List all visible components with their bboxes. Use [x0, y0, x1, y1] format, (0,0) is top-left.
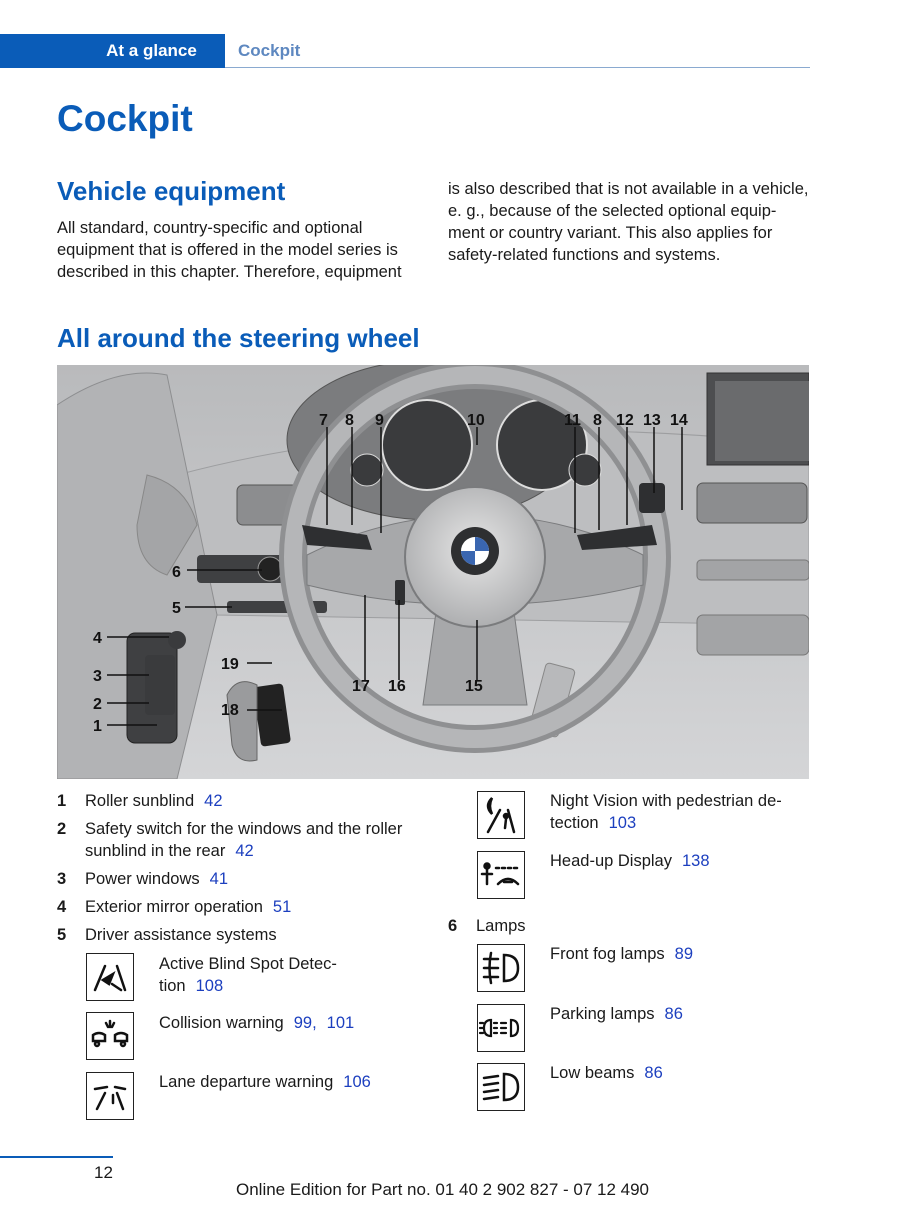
lamp-item-parking: Parking lamps 86 [550, 1005, 683, 1023]
callout-5: 5 [172, 600, 181, 617]
callout-8b: 8 [593, 412, 602, 429]
page-link[interactable]: 42 [235, 842, 254, 860]
page-link[interactable]: 89 [674, 945, 693, 963]
steering-wheel-heading: All around the steering wheel [57, 323, 420, 353]
page-link[interactable]: 101 [326, 1014, 355, 1032]
callout-3: 3 [93, 668, 102, 685]
da-item-blind-spot: Active Blind Spot Detec- tion 108 [159, 955, 337, 995]
blind-spot-icon [86, 953, 134, 1001]
right-item-night-vision: Night Vision with pedestrian de- tection 103 [550, 792, 782, 832]
callout-2: 2 [93, 696, 102, 713]
page-link[interactable]: 108 [195, 977, 224, 995]
vehicle-equipment-text-col2: is also described that is not available in a vehicle, e. g., because of the selected optional equip- ment or country variant. This also applies for safety-related functions and systems. [448, 180, 809, 264]
footer-rule [0, 1156, 113, 1158]
breadcrumb-section[interactable]: At a glance [106, 41, 197, 60]
page-link[interactable]: 41 [209, 870, 228, 888]
vehicle-equipment-heading: Vehicle equipment [57, 176, 286, 206]
night-vision-icon [477, 791, 525, 839]
cockpit-illustration [57, 365, 809, 779]
list-item-4: 4 Exterior mirror operation 51 [57, 898, 292, 916]
callout-1: 1 [93, 718, 102, 735]
page-link[interactable]: 106 [343, 1073, 371, 1091]
callout-8a: 8 [345, 412, 354, 429]
callout-19: 19 [221, 656, 239, 673]
breadcrumb-chapter[interactable]: Cockpit [238, 41, 301, 60]
page-link[interactable]: 138 [681, 852, 710, 870]
page-link[interactable]: 86 [664, 1005, 683, 1023]
vehicle-equipment-text-col1: All standard, country-specific and optional equipment that is offered in the model series is described in this chapter. Therefore, equipment [57, 219, 402, 281]
list-item-3: 3 Power windows 41 [57, 870, 228, 888]
head-up-display-icon [477, 851, 525, 899]
da-item-lane-departure: Lane departure warning 106 [159, 1073, 371, 1091]
right-item-hud: Head-up Display 138 [550, 852, 710, 870]
callout-7: 7 [319, 412, 328, 429]
page-link[interactable]: 99, [293, 1014, 317, 1032]
lamp-item-low-beams: Low beams 86 [550, 1064, 663, 1082]
page-link[interactable]: 86 [644, 1064, 663, 1082]
callout-12: 12 [616, 412, 634, 429]
parking-lamps-icon [477, 1004, 525, 1052]
page-link[interactable]: 103 [608, 814, 637, 832]
lamp-item-fog: Front fog lamps 89 [550, 945, 693, 963]
cockpit-figure [57, 365, 809, 779]
callout-18: 18 [221, 702, 239, 719]
page-link[interactable]: 42 [204, 792, 223, 810]
lane-departure-icon [86, 1072, 134, 1120]
page-number: 12 [94, 1163, 113, 1182]
header-rule [225, 67, 810, 68]
callout-11: 11 [564, 412, 581, 429]
callout-10: 10 [467, 412, 485, 429]
front-fog-lamps-icon [477, 944, 525, 992]
list-item-1: 1 Roller sunblind 42 [57, 792, 223, 810]
callout-15: 15 [465, 678, 483, 695]
list-item-2: 2 Safety switch for the windows and the roller sunblind in the rear 42 [57, 820, 403, 860]
callout-13: 13 [643, 412, 661, 429]
collision-warning-icon [86, 1012, 134, 1060]
list-item-6: 6 Lamps [448, 917, 526, 935]
page-link[interactable]: 51 [272, 898, 292, 916]
da-item-collision: Collision warning 99, 101 [159, 1014, 355, 1032]
edition-note: Online Edition for Part no. 01 40 2 902 827 - 07 12 490 [236, 1180, 650, 1199]
callout-4: 4 [93, 630, 102, 647]
callout-16: 16 [388, 678, 406, 695]
callout-9: 9 [375, 412, 384, 429]
callout-17: 17 [352, 678, 370, 695]
page-title: Cockpit [57, 98, 193, 139]
callout-14: 14 [670, 412, 688, 429]
low-beams-icon [477, 1063, 525, 1111]
callout-6: 6 [172, 564, 181, 581]
list-item-5: 5 Driver assistance systems [57, 926, 277, 944]
